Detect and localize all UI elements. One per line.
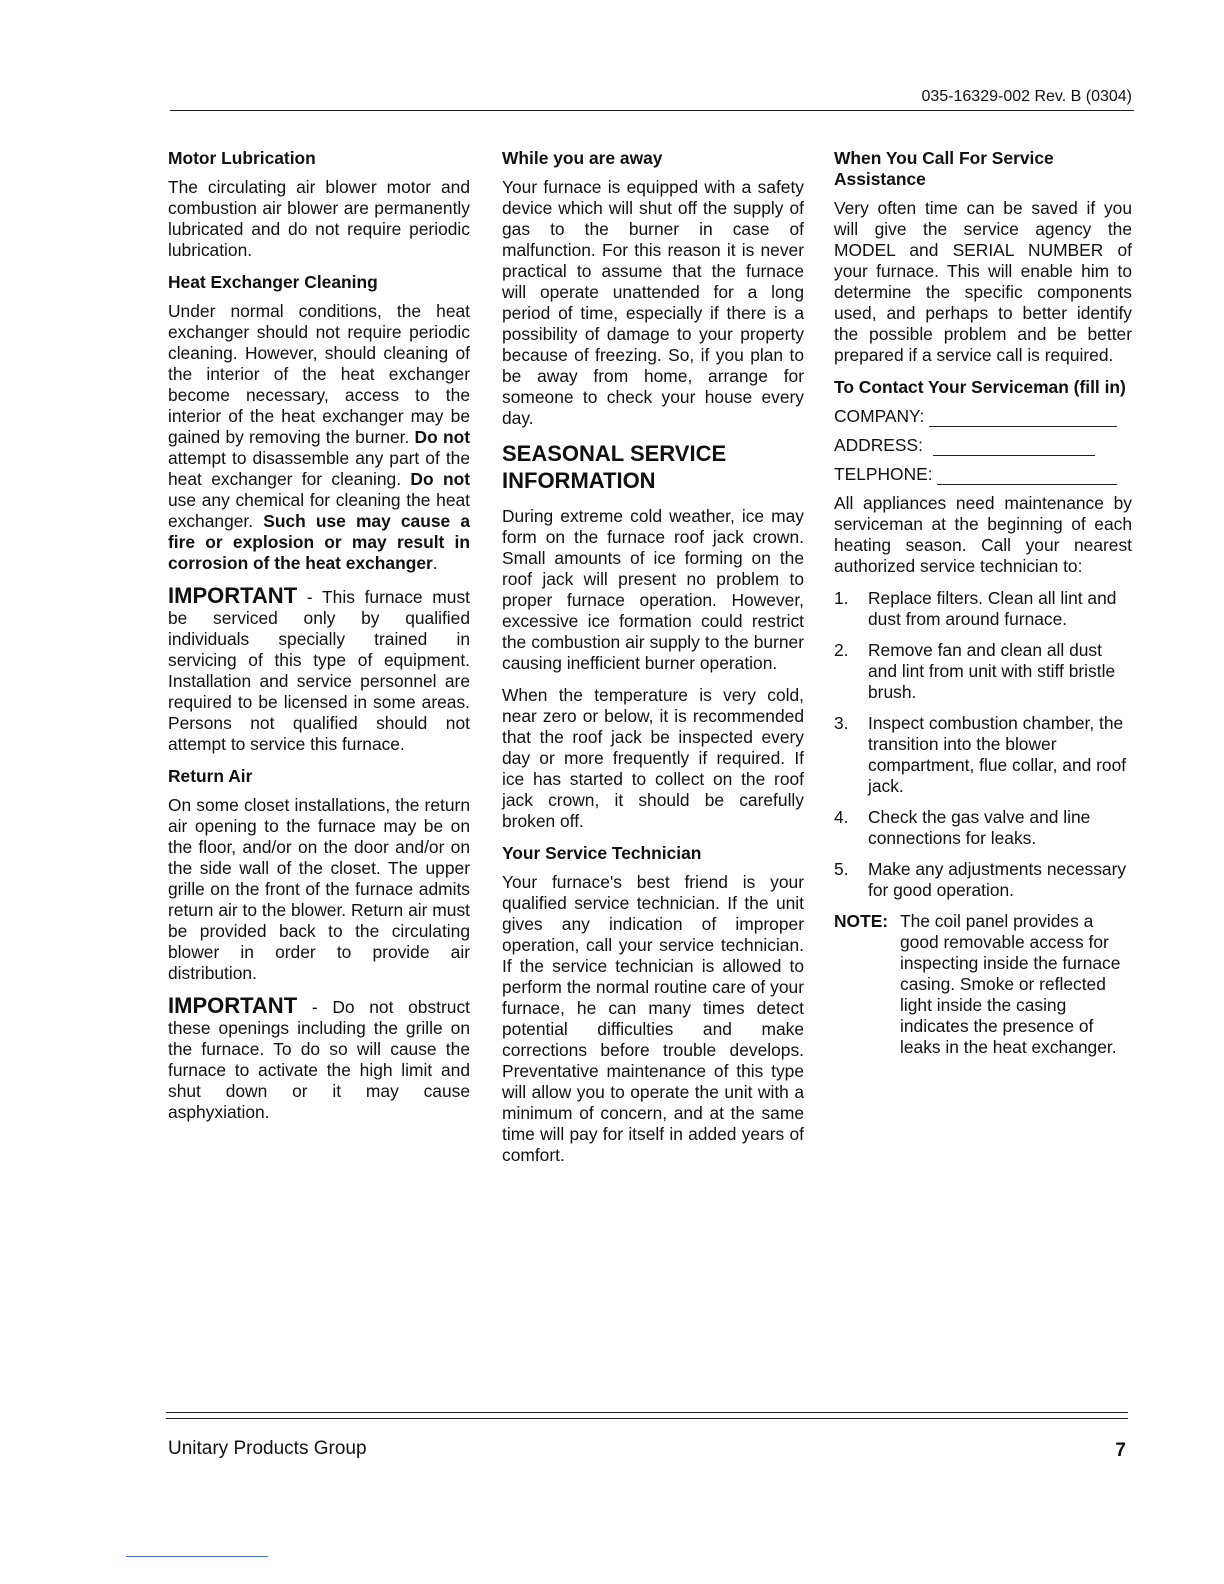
document-code: 035-16329-002 Rev. B (0304) <box>921 88 1132 105</box>
column-left <box>168 148 470 1134</box>
note-label: NOTE: <box>834 911 889 931</box>
heat-exchanger-heading: Heat Exchanger Cleaning <box>168 272 378 292</box>
list-item: 5. Make any adjustments necessary for good operation. <box>834 859 1127 900</box>
call-service-heading: When You Call For Service Assistance <box>834 148 1054 189</box>
return-air-text: On some closet installations, the return air opening to the furnace may be on the floor, and/or on the door and/or on the side wall of the closet. The upper grille on the front of the furnace admits return air to the blower. Return air must be provided back to the circulating blower in order to provide air distribution. <box>168 795 470 983</box>
address-field[interactable]: ADDRESS: <box>834 435 1132 456</box>
telephone-blank[interactable] <box>937 466 1117 485</box>
away-text: Your furnace is equipped with a safety device which will shut off the supply of gas to the burner in case of malfunction. For this reason it is never practical to assume that the furnace will operate unattended for a long period of time, especially if there is a possibility of damage to your property because of freezing. So, if you plan to be away from home, arrange for someone to check your house every day. <box>502 177 804 428</box>
footer-rule <box>166 1412 1128 1413</box>
list-item: 4. Check the gas valve and line connections for leaks. <box>834 807 1091 848</box>
important-notice-2: IMPORTANT - Do not obstruct these openings including the grille on the furnace. To do so will cause the furnace to activate the high limit and shut down or it may cause asphyxiation. <box>168 993 470 1122</box>
bottom-link-underline[interactable] <box>126 1556 268 1557</box>
note-text: The coil panel provides a good removable access for inspecting inside the furnace casing. Smoke or reflected light inside the casing indicates the presence of leaks in the heat exchanger. <box>900 911 1121 1057</box>
service-technician-heading: Your Service Technician <box>502 843 702 863</box>
column-right <box>834 148 1132 1058</box>
header-rule <box>170 110 1134 111</box>
page-number: 7 <box>1115 1440 1126 1461</box>
company-field[interactable]: COMPANY: <box>834 406 1132 427</box>
list-item: 3. Inspect combustion chamber, the transition into the blower compartment, flue collar, and roof jack. <box>834 713 1127 796</box>
note-block <box>834 911 1132 1058</box>
seasonal-text-2: When the temperature is very cold, near zero or below, it is recommended that the roof jack be inspected every day or more frequently if required. If ice has started to collect on the roof jack crown, it should be carefully broken off. <box>502 685 804 831</box>
column-middle <box>502 148 804 1177</box>
footer-company: Unitary Products Group <box>168 1438 367 1459</box>
seasonal-service-heading: SEASONAL SERVICE INFORMATION <box>502 441 727 493</box>
company-blank[interactable] <box>929 408 1117 427</box>
seasonal-text-1: During extreme cold weather, ice may form on the furnace roof jack crown. Small amounts of ice forming on the roof jack will present no problem to proper furnace operation. However, excessive ice formation could restrict the combustion air supply to the burner causing inefficient burner operation. <box>502 506 804 673</box>
heat-exchanger-text: Under normal conditions, the heat exchanger should not require periodic cleaning. However, should cleaning of the interior of the heat exchanger become necessary, access to the interior of the heat exchanger may be gained by removing the burner. Do not attempt to disassemble any part of the heat exchanger for cleaning. Do not use any chemical for cleaning the heat exchanger. Such use may cause a fire or explosion or may result in corrosion of the heat exchanger. <box>168 301 471 573</box>
service-technician-text: Your furnace's best friend is your qualified service technician. If the unit gives any indication of improper operation, call your service technician. If the service technician is allowed to perform the normal routine care of your furnace, he can many times detect potential difficulties and make corrections before trouble develops. Preventative maintenance of this type will allow you to operate the unit with a minimum of concern, and at the same time will pay for itself in added years of comfort. <box>502 872 804 1165</box>
telephone-field[interactable]: TELPHONE: <box>834 464 1132 485</box>
motor-lubrication-heading: Motor Lubrication <box>168 148 316 168</box>
address-blank[interactable] <box>933 437 1095 456</box>
return-air-heading: Return Air <box>168 766 253 786</box>
maintenance-text: All appliances need maintenance by serviceman at the beginning of each heating season. Call your nearest authorized service technician to: <box>834 493 1132 576</box>
away-heading: While you are away <box>502 148 663 168</box>
maintenance-list <box>834 588 1132 901</box>
list-item: 2. Remove fan and clean all dust and lint from unit with stiff bristle brush. <box>834 640 1116 702</box>
important-notice-1: IMPORTANT - This furnace must be serviced only by qualified individuals specially trained in servicing of this type of equipment. Installation and service personnel are required to be licensed in some areas. Persons not qualified should not attempt to service this furnace. <box>168 583 470 754</box>
call-service-text: Very often time can be saved if you will give the service agency the MODEL and SERIAL NUMBER of your furnace. This will enable him to determine the specific components used, and perhaps to better identify the possible problem and be better prepared if a service call is required. <box>834 198 1132 365</box>
footer-rule <box>166 1418 1128 1419</box>
motor-lubrication-text: The circulating air blower motor and combustion air blower are permanently lubricated and do not require periodic lubrication. <box>168 177 470 260</box>
contact-serviceman-heading: To Contact Your Serviceman (fill in) <box>834 377 1126 397</box>
list-item: 1. Replace filters. Clean all lint and dust from around furnace. <box>834 588 1117 629</box>
